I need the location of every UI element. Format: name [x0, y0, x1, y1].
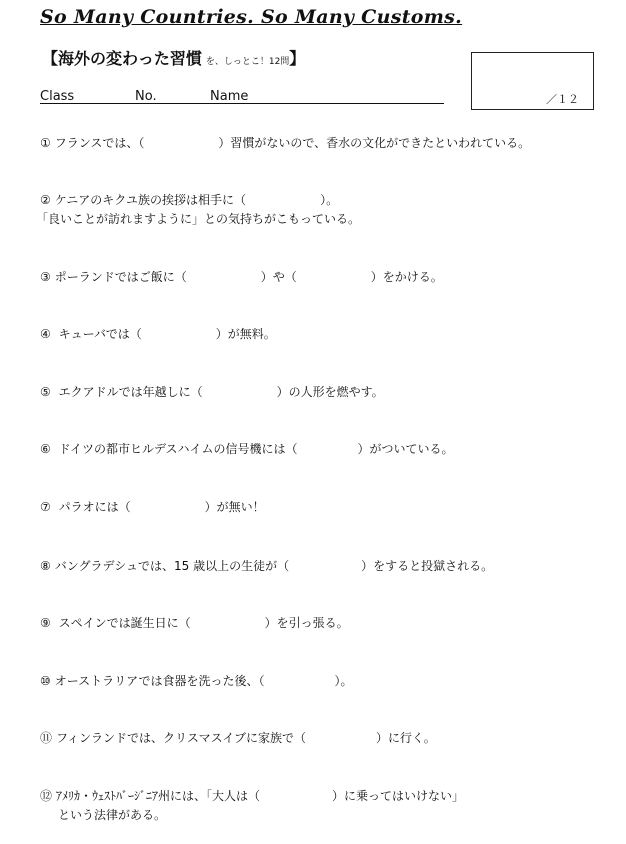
- question-12: [40, 787, 464, 825]
- question-number: ⑦: [40, 500, 51, 514]
- question-text: ）を引っ張る。: [264, 616, 349, 630]
- question-number: ⑤: [40, 385, 51, 399]
- question-11: [40, 729, 436, 748]
- question-number: ⑧: [40, 559, 51, 573]
- question-text: ）をかける。: [370, 270, 443, 284]
- question-text: ）がついている。: [357, 442, 454, 456]
- question-text: ）が無料。: [215, 327, 276, 341]
- question-number: ①: [40, 136, 51, 150]
- question-number: ⑪: [40, 731, 53, 745]
- question-4: [40, 325, 276, 344]
- question-text: フランスでは、（: [54, 136, 145, 150]
- question-text: エクアドルでは年越しに（: [54, 385, 203, 399]
- worksheet-title: So Many Countries. So Many Customs.: [40, 6, 463, 28]
- question-text: フィンランドでは、クリスマスイブに家族で（: [56, 731, 306, 745]
- question-1: [40, 134, 530, 153]
- question-text: ケニアのキクユ族の挨拶は相手に（: [54, 193, 247, 207]
- question-text: ）や（: [260, 270, 297, 284]
- question-text: ）が無い！: [204, 500, 265, 514]
- question-text: パラオには（: [54, 500, 131, 514]
- question-text: ）の人形を燃やす。: [276, 385, 384, 399]
- question-number: ⑥: [40, 442, 51, 456]
- question-number: ③: [40, 270, 51, 284]
- question-number: ④: [40, 327, 51, 341]
- subtitle-bracket: 】: [289, 49, 306, 68]
- question-text: ）。: [320, 193, 339, 207]
- question-text: ドイツの都市ヒルデスハイムの信号機には（: [54, 442, 298, 456]
- question-text: スペインでは誕生日に（: [54, 616, 191, 630]
- question-text: バングラデシュでは、15 歳以上の生徒が（: [54, 559, 290, 573]
- question-text: ）をすると投獄される。: [361, 559, 494, 573]
- subtitle-note: を、しっとこ！12問: [205, 57, 290, 67]
- question-9: [40, 614, 349, 633]
- question-text: オーストラリアでは食器を洗った後、（: [54, 674, 265, 688]
- name-label: Name: [210, 89, 249, 104]
- worksheet-subtitle: [42, 46, 305, 69]
- question-number: ⑩: [40, 674, 51, 688]
- question-10: [40, 672, 353, 691]
- question-number: ⑨: [40, 616, 51, 630]
- question-text: ポーランドではご飯に（: [54, 270, 187, 284]
- number-label: No.: [135, 89, 157, 104]
- question-text-line2: という法律がある。: [58, 808, 167, 822]
- question-number: ⑫: [40, 789, 53, 803]
- question-number: ②: [40, 193, 51, 207]
- question-text: ）習慣がないので、香水の文化ができたといわれている。: [218, 136, 531, 150]
- score-total: ／１２: [546, 93, 579, 106]
- question-6: [40, 440, 454, 459]
- student-info-line: [40, 89, 444, 104]
- question-text: ｱﾒﾘｶ・ｳｪｽﾄﾊﾞｰｼﾞﾆｱ州には、「大人は（: [56, 789, 261, 803]
- question-text-line2: 「良いことが訪れますように」との気持ちがこもっている。: [36, 212, 361, 226]
- question-text: ）に乗ってはいけない」: [332, 789, 465, 803]
- question-2: [36, 191, 361, 229]
- question-8: [40, 557, 493, 576]
- question-text: キューバでは（: [54, 327, 142, 341]
- question-text: ）。: [334, 674, 353, 688]
- question-7: [40, 498, 265, 517]
- question-3: [40, 268, 443, 287]
- score-box: [471, 52, 594, 110]
- subtitle-main: 【海外の変わった習慣: [42, 49, 202, 68]
- question-5: [40, 383, 384, 402]
- class-label: Class: [40, 89, 75, 104]
- question-text: ）に行く。: [375, 731, 436, 745]
